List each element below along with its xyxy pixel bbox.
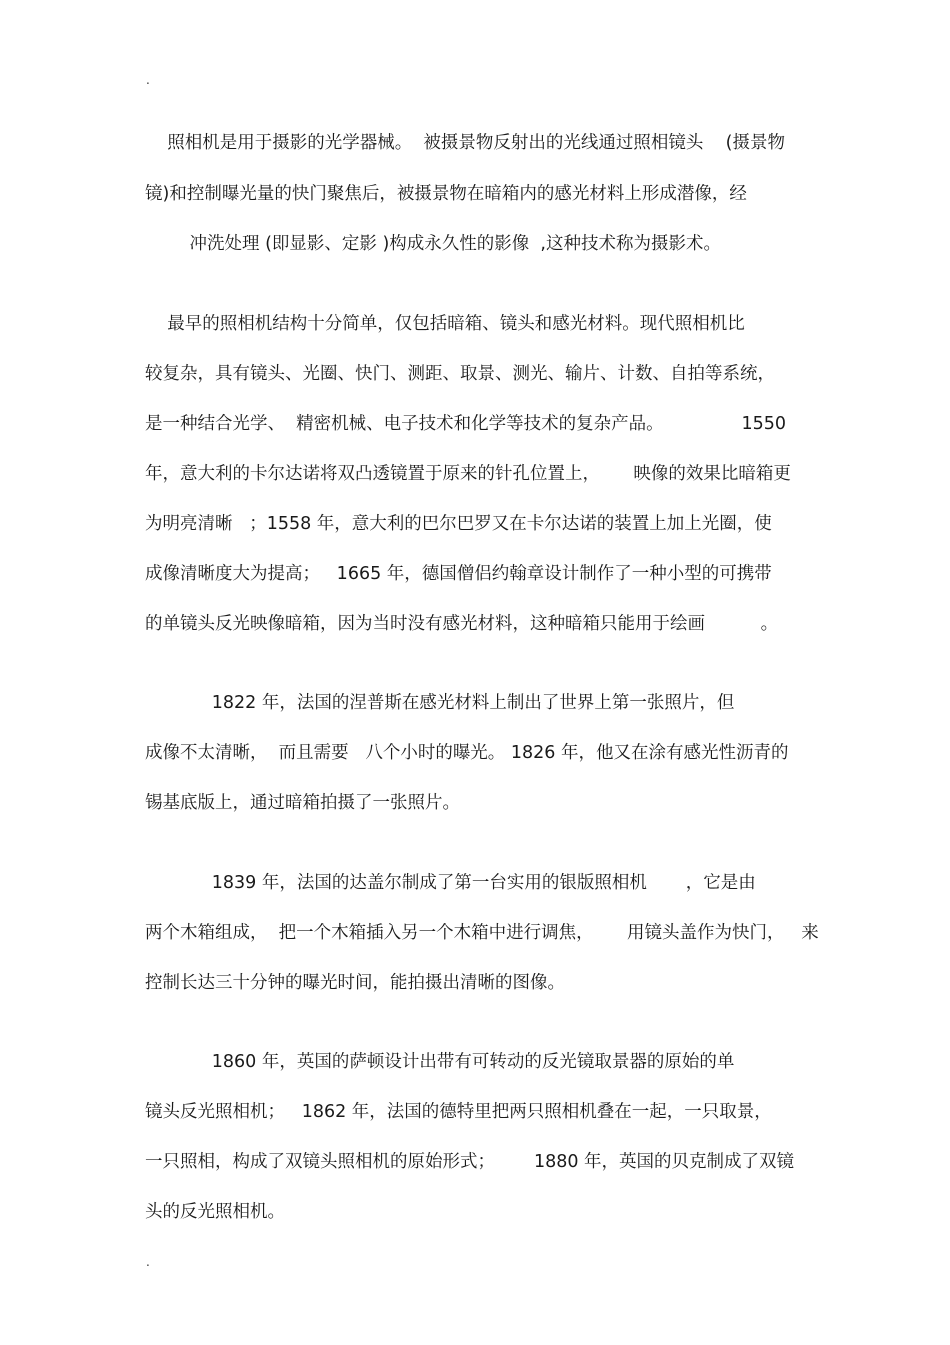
paragraph-line: 1839 年，法国的达盖尔制成了第一台实用的银版照相机 ，它是由 (145, 873, 756, 893)
paragraph-line: 照相机是用于摄影的光学器械。 被摄景物反射出的光线通过照相镜头 (摄景物 (145, 133, 785, 153)
paragraph-line: 成像清晰度大为提高； 1665 年，德国僧侣约翰章设计制作了一种小型的可携带 (145, 564, 772, 584)
footer-mark: . (146, 1255, 150, 1269)
paragraph-line: 头的反光照相机。 (145, 1202, 285, 1222)
paragraph-line: 年，意大利的卡尔达诺将双凸透镜置于原来的针孔位置上， 映像的效果比暗箱更 (145, 464, 791, 484)
paragraph-line: 镜)和控制曝光量的快门聚焦后，被摄景物在暗箱内的感光材料上形成潜像，经 (145, 184, 747, 204)
paragraph-line: 1860 年，英国的萨顿设计出带有可转动的反光镜取景器的原始的单 (145, 1052, 735, 1072)
paragraph-line: 锡基底版上，通过暗箱拍摄了一张照片。 (145, 793, 460, 813)
paragraph-line: 是一种结合光学、 精密机械、电子技术和化学等技术的复杂产品。 1550 (145, 414, 787, 434)
paragraph-line: 冲洗处理 (即显影、定影 )构成永久性的影像 ,这种技术称为摄影术。 (145, 234, 721, 254)
paragraph-line: 最早的照相机结构十分简单，仅包括暗箱、镜头和感光材料。现代照相机比 (145, 314, 745, 334)
paragraph-line: 成像不太清晰， 而且需要 八个小时的曝光。 1826 年，他又在涂有感光性沥青的 (145, 743, 789, 763)
paragraph-line: 镜头反光照相机； 1862 年，法国的德特里把两只照相机叠在一起，一只取景， (145, 1102, 772, 1122)
paragraph-line: 1822 年，法国的涅普斯在感光材料上制出了世界上第一张照片，但 (145, 693, 735, 713)
paragraph-line: 的单镜头反光映像暗箱，因为当时没有感光材料，这种暗箱只能用于绘画 。 (145, 614, 779, 634)
paragraph-line: 一只照相，构成了双镜头照相机的原始形式； 1880 年，英国的贝克制成了双镜 (145, 1152, 795, 1172)
header-mark: . (146, 73, 150, 87)
paragraph-line: 为明亮清晰 ；1558 年，意大利的巴尔巴罗又在卡尔达诺的装置上加上光圈，使 (145, 514, 772, 534)
paragraph-line: 两个木箱组成， 把一个木箱插入另一个木箱中进行调焦， 用镜头盖作为快门， 来 (145, 923, 819, 943)
paragraph-line: 控制长达三十分钟的曝光时间，能拍摄出清晰的图像。 (145, 973, 565, 993)
paragraph-line: 较复杂，具有镜头、光圈、快门、测距、取景、测光、输片、计数、自拍等系统， (145, 364, 775, 384)
